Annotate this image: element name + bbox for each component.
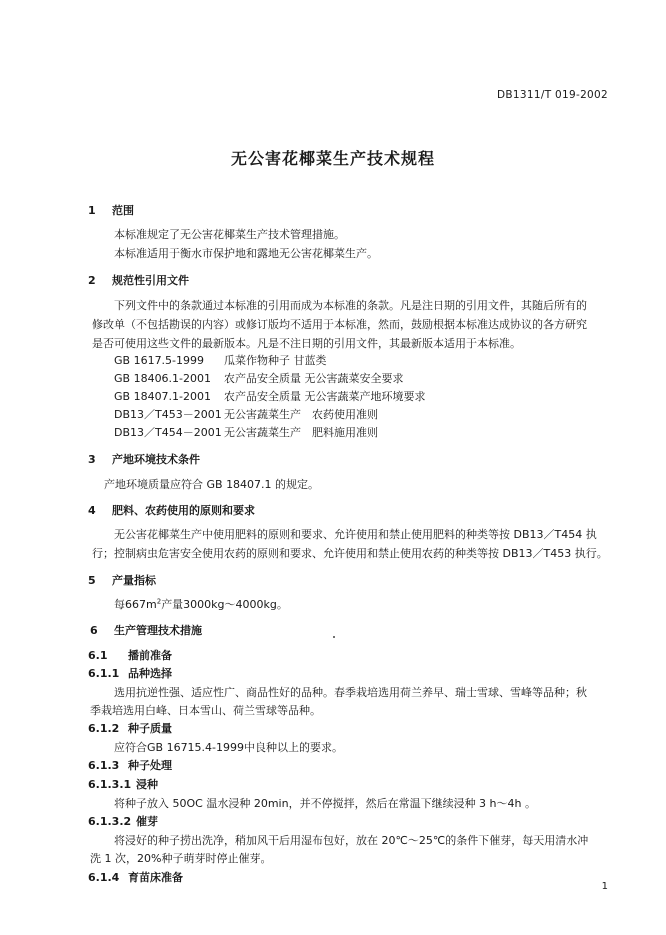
page-title: 无公害花椰菜生产技术规程: [230, 149, 435, 168]
section-number: 6.1.2: [88, 722, 120, 735]
reference-name: 农产品安全质量 无公害蔬菜产地环境要求: [224, 390, 426, 403]
section-2-line-3: 是否可使用这些文件的最新版本。凡是不注日期的引用文件，其最新版本适用于本标准。: [92, 337, 521, 350]
section-title: 种子处理: [128, 759, 172, 772]
reference-item: [114, 352, 327, 368]
section-6-1-2-heading: [88, 720, 172, 736]
section-number: 6: [90, 624, 98, 637]
section-1-heading: [88, 202, 134, 218]
section-4-line-2: 行；控制病虫危害安全使用农药的原则和要求、允许使用和禁止使用农药的种类等按 DB13／T453 执行。: [92, 547, 608, 560]
section-4-line-1: 无公害花椰菜生产中使用肥料的原则和要求、允许使用和禁止使用肥料的种类等按 DB13／T454 执: [114, 528, 597, 541]
reference-name: 无公害蔬菜生产 农药使用准则: [224, 408, 378, 421]
reference-code: DB13／T454－2001: [114, 426, 222, 439]
section-6-1-1-line-2: 季栽培选用白峰、日本雪山、荷兰雪球等品种。: [90, 704, 321, 717]
section-4-heading: [88, 502, 255, 518]
section-number: 3: [88, 453, 96, 466]
section-number: 4: [88, 504, 96, 517]
section-5-paragraph: [114, 596, 288, 612]
standard-code: DB1311/T 019-2002: [497, 89, 608, 101]
section-1-paragraph-1: 本标准规定了无公害花椰菜生产技术管理措施。: [114, 228, 345, 241]
section-6-1-3-heading: [88, 757, 172, 773]
scan-speck: [333, 636, 335, 638]
section-3-paragraph: 产地环境质量应符合 GB 18407.1 的规定。: [104, 478, 320, 491]
section-6-1-1-line-1: 选用抗逆性强、适应性广、商品性好的品种。春季栽培选用荷兰养早、瑞士雪球、雪峰等品种；秋: [114, 686, 587, 699]
reference-item: [114, 370, 404, 386]
reference-item: [114, 406, 378, 422]
section-2-line-2: 修改单（不包括勘误的内容）或修订版均不适用于本标准，然而，鼓励根据本标准达成协议的各方研究: [92, 318, 587, 331]
superscript: 2: [156, 597, 162, 606]
reference-item: [114, 424, 378, 440]
section-title: 产量指标: [112, 574, 156, 587]
reference-code: DB13／T453－2001: [114, 408, 222, 421]
page-number: 1: [601, 881, 608, 892]
yield-text-suffix: 产量3000kg～4000kg。: [161, 598, 288, 611]
section-2-heading: [88, 272, 189, 288]
section-6-1-3-1-heading: [88, 776, 158, 792]
section-number: 1: [88, 204, 96, 217]
section-5-heading: [88, 572, 156, 588]
section-number: 6.1: [88, 649, 108, 662]
section-title: 范围: [112, 204, 134, 217]
section-6-1-heading: [88, 647, 172, 663]
section-number: 5: [88, 574, 96, 587]
section-1-paragraph-2: 本标准适用于衡水市保护地和露地无公害花椰菜生产。: [114, 247, 378, 260]
reference-code: GB 1617.5-1999: [114, 354, 205, 367]
yield-text-prefix: 每667m: [114, 598, 157, 611]
section-6-heading: [90, 622, 202, 638]
section-number: 6.1.3.1: [88, 778, 132, 791]
section-6-1-3-2-heading: [88, 813, 158, 829]
section-title: 催芽: [136, 815, 158, 828]
section-number: 6.1.4: [88, 871, 120, 884]
reference-code: GB 18406.1-2001: [114, 372, 212, 385]
section-6-1-4-heading: [88, 869, 183, 885]
section-title: 育苗床准备: [128, 871, 183, 884]
reference-name: 农产品安全质量 无公害蔬菜安全要求: [224, 372, 404, 385]
section-6-1-3-2-line-1: 将浸好的种子捞出洗净，稍加风干后用湿布包好，放在 20℃～25℃的条件下催芽，每天用清水冲: [114, 834, 589, 847]
section-title: 品种选择: [128, 667, 172, 680]
reference-code: GB 18407.1-2001: [114, 390, 212, 403]
section-title: 生产管理技术措施: [114, 624, 202, 637]
section-title: 产地环境技术条件: [112, 453, 200, 466]
section-number: 6.1.3.2: [88, 815, 132, 828]
reference-name: 瓜菜作物种子 甘蓝类: [224, 354, 327, 367]
section-2-line-1: 下列文件中的条款通过本标准的引用而成为本标准的条款。凡是注日期的引用文件，其随后所有的: [114, 299, 587, 312]
section-number: 6.1.1: [88, 667, 120, 680]
section-6-1-2-line-1: 应符合GB 16715.4-1999中良种以上的要求。: [114, 741, 344, 754]
section-title: 浸种: [136, 778, 158, 791]
section-6-1-3-1-line-1: 将种子放入 50OC 温水浸种 20min，并不停搅拌，然后在常温下继续浸种 3 h～4h 。: [114, 797, 536, 810]
section-number: 2: [88, 274, 96, 287]
section-title: 规范性引用文件: [112, 274, 189, 287]
section-6-1-3-2-line-2: 洗 1 次，20%种子萌芽时停止催芽。: [90, 852, 272, 865]
section-number: 6.1.3: [88, 759, 120, 772]
reference-item: [114, 388, 426, 404]
section-title: 肥料、农药使用的原则和要求: [112, 504, 255, 517]
reference-name: 无公害蔬菜生产 肥料施用准则: [224, 426, 378, 439]
section-title: 播前准备: [128, 649, 172, 662]
section-title: 种子质量: [128, 722, 172, 735]
section-3-heading: [88, 451, 200, 467]
section-6-1-1-heading: [88, 665, 172, 681]
